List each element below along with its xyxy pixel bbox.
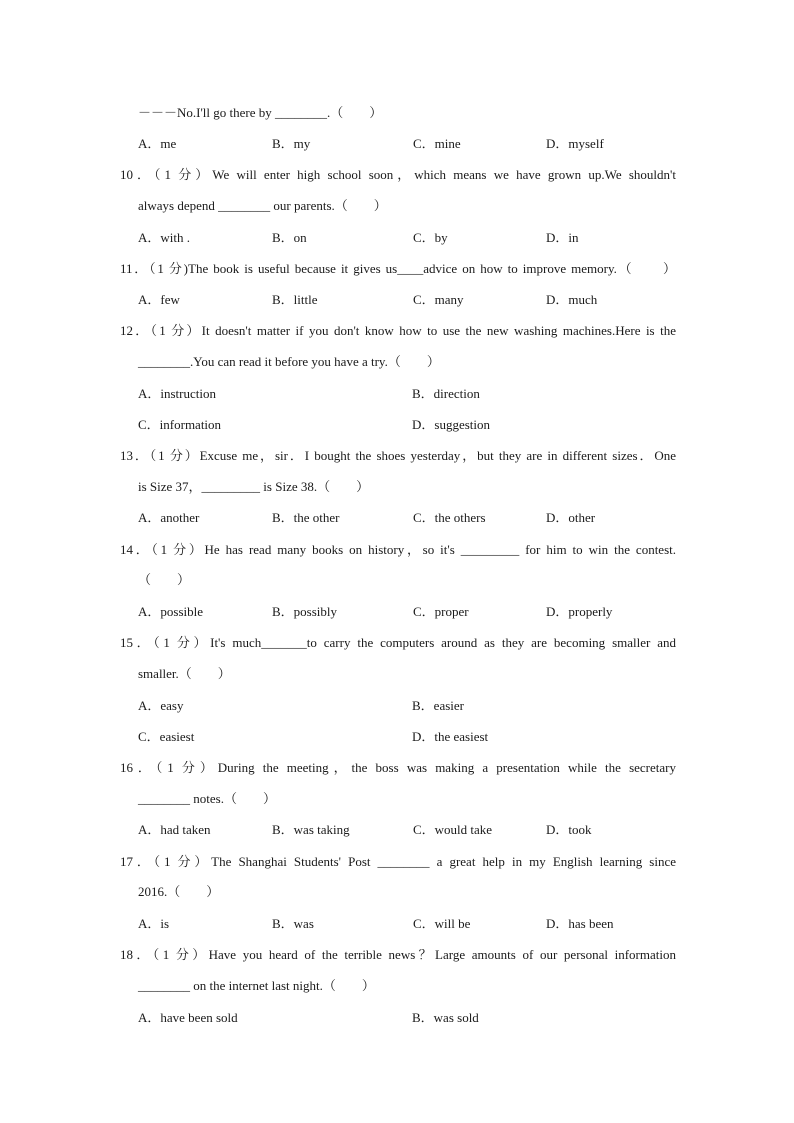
option-b: B．was: [272, 916, 314, 931]
option-a: A．another: [138, 510, 200, 525]
option-d: D．the easiest: [412, 729, 489, 744]
question-stem-continued: 2016.（ ）: [138, 884, 220, 899]
option-c: C．the others: [413, 510, 486, 525]
option-c: C．many: [413, 292, 464, 307]
option-b: B．the other: [272, 510, 340, 525]
option-c: C．mine: [413, 136, 461, 151]
option-a: A．is: [138, 916, 170, 931]
option-b: B．direction: [412, 386, 480, 401]
question-stem: 13．（1 分）Excuse me，sir．I bought the shoes yesterday，but they are in different sizes．One: [120, 448, 676, 463]
option-c: C．would take: [413, 822, 493, 837]
option-b: B．was sold: [412, 1010, 479, 1025]
question-stem: －－－No.I'll go there by ________.（ ）: [138, 105, 383, 120]
option-a: A．instruction: [138, 386, 216, 401]
option-b: B．little: [272, 292, 318, 307]
question-stem: 17．（1 分）The Shanghai Students' Post ________ a great help in my English learning since: [120, 854, 676, 869]
option-a: A．few: [138, 292, 180, 307]
option-a: A．possible: [138, 604, 204, 619]
option-a: A．with .: [138, 230, 191, 245]
question-stem-continued: is Size 37，_________ is Size 38.（ ）: [138, 479, 370, 494]
question-stem: 11．（1 分)The book is useful because it gives us____advice on how to improve memory.（ ）: [120, 261, 676, 276]
option-d: D．took: [546, 822, 592, 837]
question-stem: 18．（1 分）Have you heard of the terrible news？Large amounts of our personal information: [120, 947, 676, 962]
question-stem: 14．（1 分）He has read many books on history，so it's _________ for him to win the contest.: [120, 542, 676, 557]
option-d: D．much: [546, 292, 598, 307]
option-d: D．has been: [546, 916, 614, 931]
option-c: C．easiest: [138, 729, 195, 744]
option-c: C．by: [413, 230, 448, 245]
option-a: A．had taken: [138, 822, 211, 837]
option-c: C．will be: [413, 916, 471, 931]
question-stem: 15．（1 分）It's much_______to carry the computers around as they are becoming smaller and: [120, 635, 676, 650]
option-b: B．was taking: [272, 822, 350, 837]
option-d: D．suggestion: [412, 417, 491, 432]
option-c: C．proper: [413, 604, 469, 619]
option-d: D．properly: [546, 604, 613, 619]
question-stem-continued: always depend ________ our parents.（ ）: [138, 198, 387, 213]
option-a: A．have been sold: [138, 1010, 238, 1025]
option-b: B．on: [272, 230, 307, 245]
option-d: D．in: [546, 230, 579, 245]
question-stem: 10．（1 分）We will enter high school soon，which means we have grown up.We shouldn't: [120, 167, 676, 182]
option-c: C．information: [138, 417, 222, 432]
question-stem-continued: ________ notes.（ ）: [138, 791, 276, 806]
option-a: A．easy: [138, 698, 184, 713]
option-d: D．myself: [546, 136, 604, 151]
question-stem-continued: ________.You can read it before you have a try.（ ）: [138, 354, 440, 369]
question-stem-continued: ________ on the internet last night.（ ）: [138, 978, 375, 993]
option-d: D．other: [546, 510, 596, 525]
question-stem: 12．（1 分）It doesn't matter if you don't know how to use the new washing machines.Here is the: [120, 323, 676, 338]
question-stem: 16．（1 分）During the meeting，the boss was making a presentation while the secretary: [120, 760, 676, 775]
question-stem-continued: （ ）: [138, 572, 191, 587]
option-b: B．my: [272, 136, 311, 151]
option-b: B．easier: [412, 698, 464, 713]
option-a: A．me: [138, 136, 177, 151]
option-b: B．possibly: [272, 604, 338, 619]
question-stem-continued: smaller.（ ）: [138, 666, 231, 681]
